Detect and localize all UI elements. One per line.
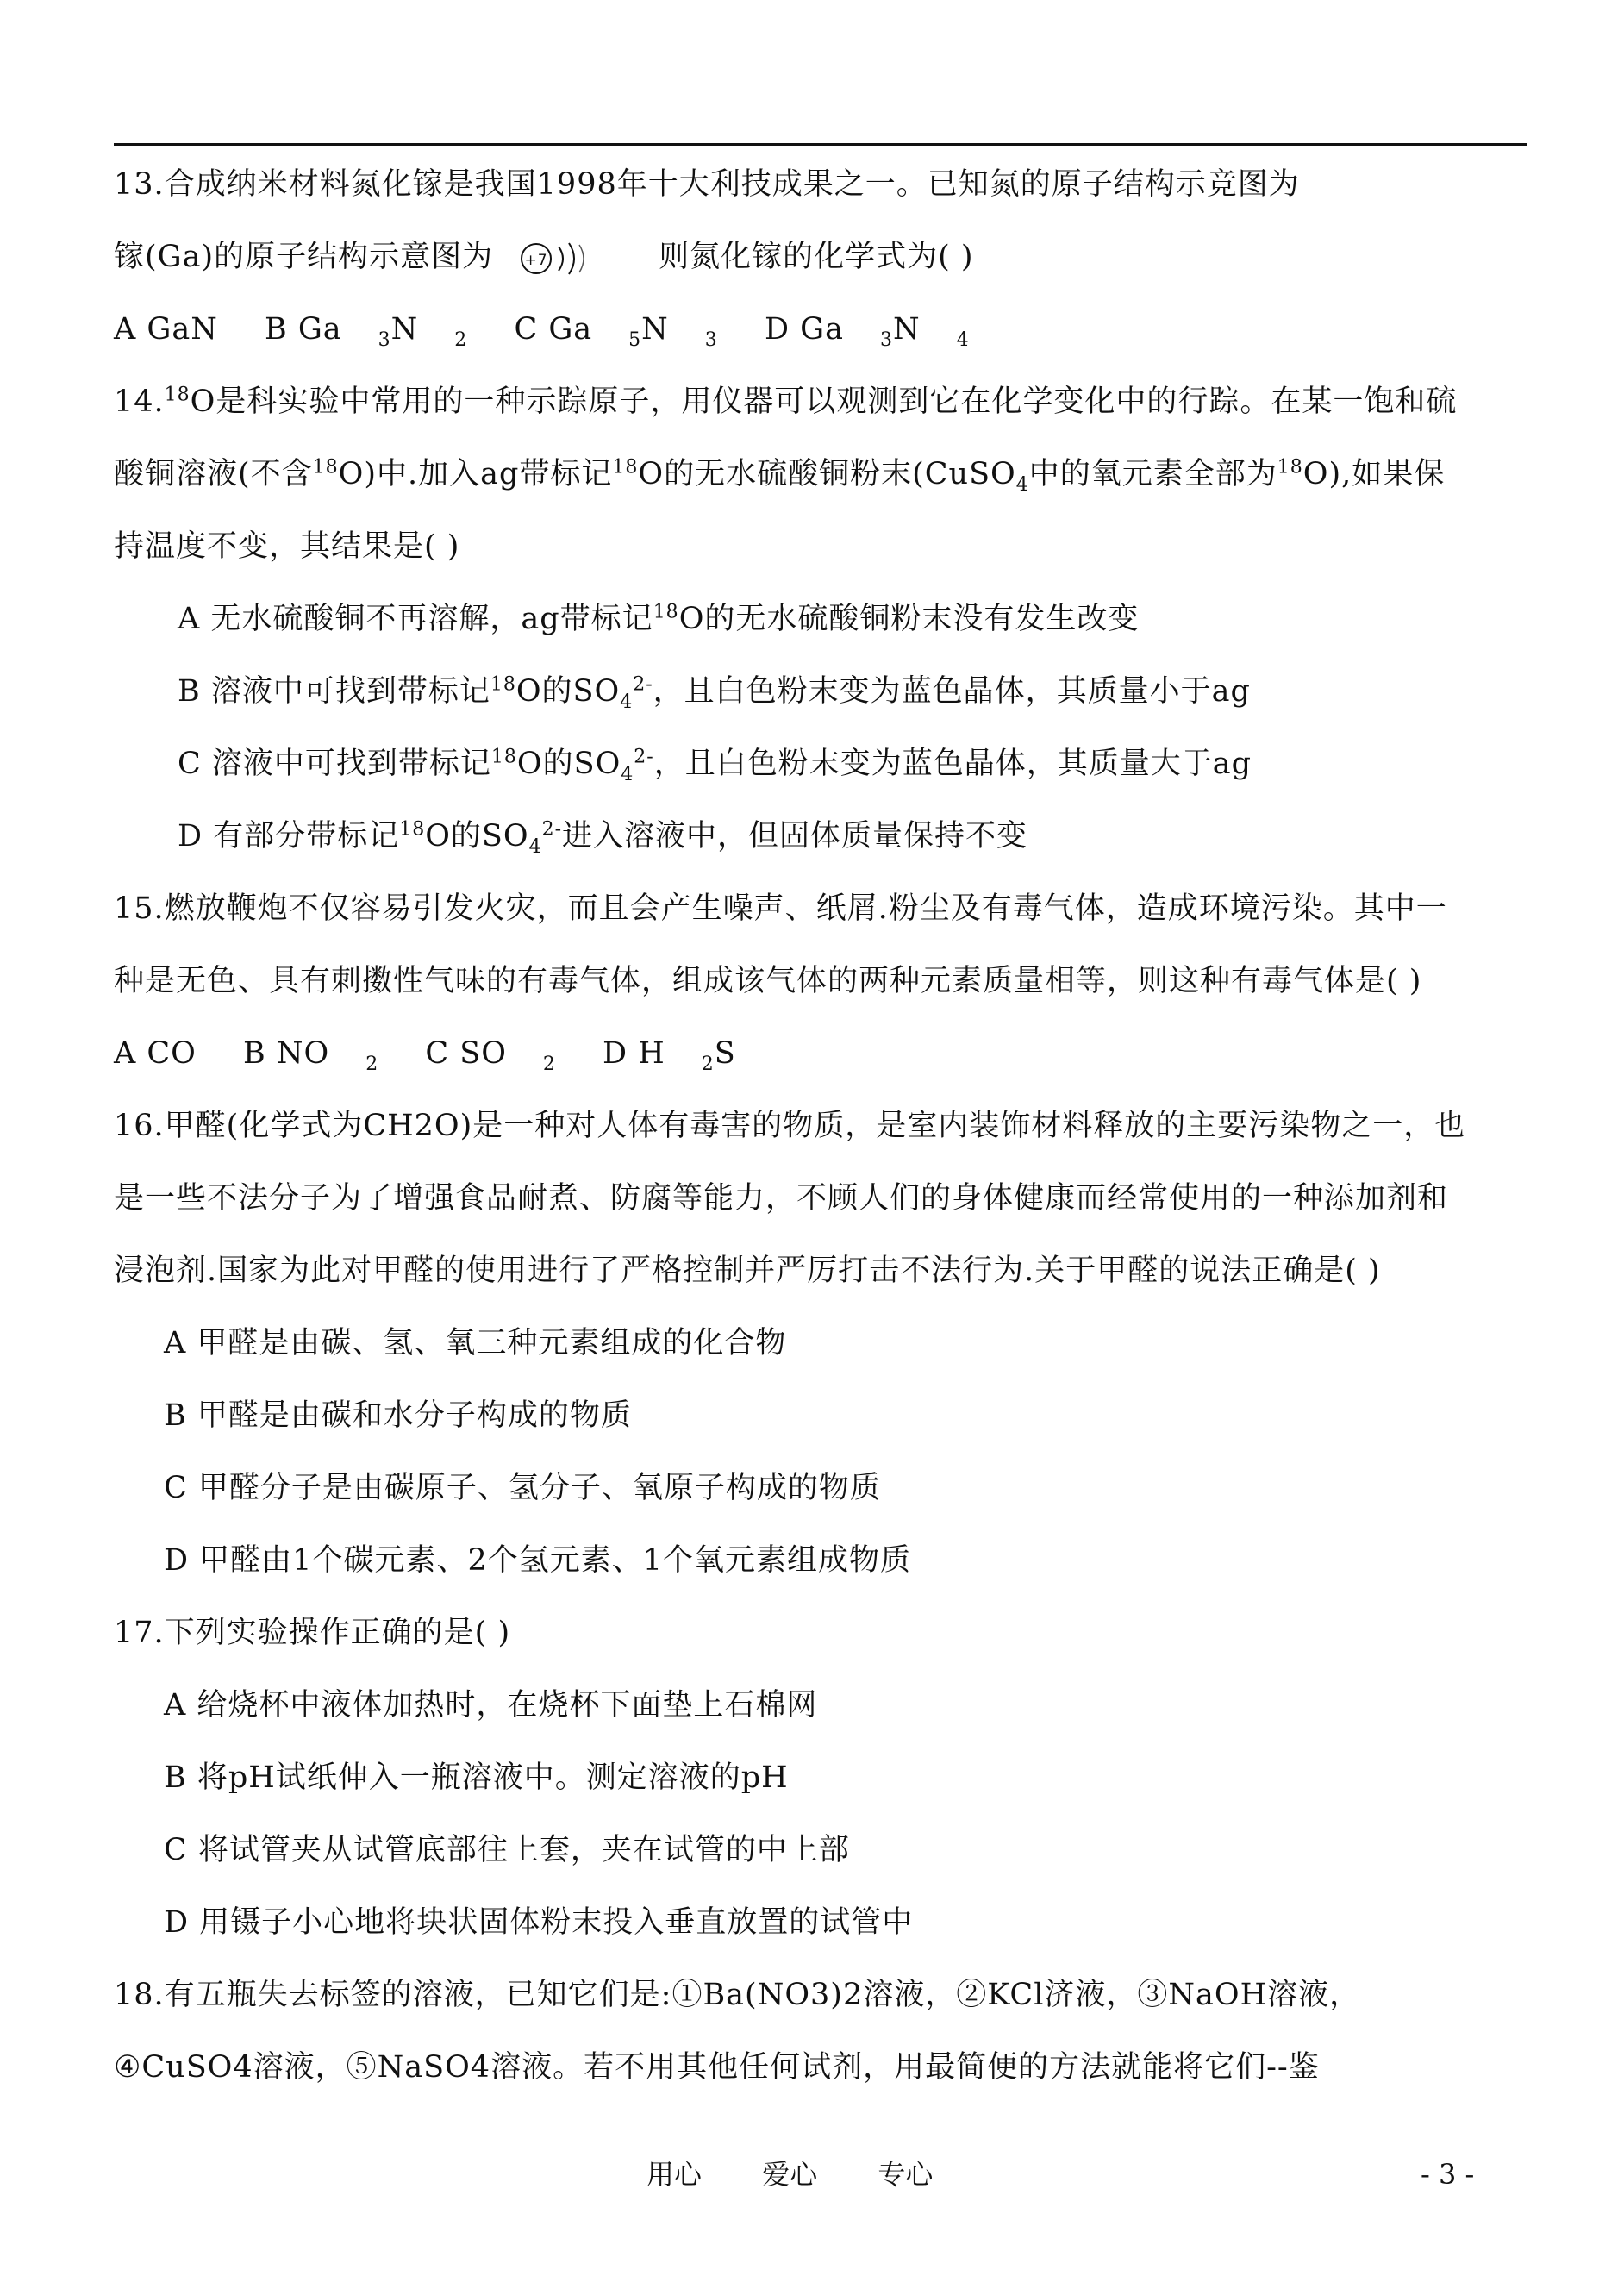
q16-option-b[interactable]: B 甲醛是由碳和水分子构成的物质 [164, 1398, 632, 1433]
q14-line3: 持温度不变，其结果是( ) [114, 529, 460, 564]
atom-nucleus-label: +7 [524, 251, 548, 269]
q15-option-a[interactable]: A CO [114, 1036, 197, 1071]
q14-option-b[interactable]: B 溶液中可找到带标记$^{18}$O的$SO_4^{2-}$，且白色粉末变为蓝色晶体，其质量小于ag [178, 673, 1251, 713]
q15-option-d[interactable]: D H $_2$S [603, 1036, 736, 1075]
q13-option-c[interactable]: C Ga $_5$N $_3$ [514, 312, 718, 351]
q16-line3: 浸泡剂.国家为此对甲醛的使用进行了严格控制并严厉打击不法行为.关于甲醛的说法正确是( ) [114, 1254, 1381, 1288]
q17-option-d[interactable]: D 用镊子小心地将块状固体粉末投入垂直放置的试管中 [164, 1905, 914, 1940]
q13-option-d[interactable]: D Ga $_3$N $_4$ [764, 312, 970, 351]
q17-option-c[interactable]: C 将试管夹从试管底部往上套，夹在试管的中上部 [164, 1833, 850, 1867]
header-rule [114, 143, 1527, 146]
gallium-atom-diagram-icon [510, 240, 614, 278]
q17-option-b[interactable]: B 将pH试纸伸入一瓶溶液中。测定溶液的pH [164, 1760, 789, 1795]
q18-line2: ④CuSO4溶液，⑤NaSO4溶液。若不用其他任何试剂，用最简便的方法就能将它们--鉴 [114, 2050, 1320, 2085]
q15-option-b[interactable]: B NO $_2$ [243, 1036, 379, 1075]
q13-line2: 镓(Ga)的原子结构示意图为 +7 则氮化镓的化学式为( ) [114, 238, 974, 278]
q13-options [114, 310, 1006, 351]
footer-motto [621, 2157, 959, 2192]
q18-line1: 18.有五瓶失去标签的溶液，已知它们是:①Ba(NO3)2溶液，②KCl济液，③NaOH溶液， [114, 1978, 1361, 2012]
page-number: - 3 - [1421, 2158, 1475, 2191]
q13-line1: 13.合成纳米材料氮化镓是我国1998年十大利技成果之一。已知氮的原子结构示竞图为 [114, 167, 1300, 202]
q14-line1: 14.18O是科实验中常用的一种示踪原子，用仪器可以观测到它在化学变化中的行踪。在某一饱和硫 [114, 384, 1458, 419]
q16-option-c[interactable]: C 甲醛分子是由碳原子、氢分子、氧原子构成的物质 [164, 1471, 881, 1505]
q13-option-b[interactable]: B Ga $_3$N $_2$ [265, 312, 468, 351]
q13-option-a[interactable]: A GaN [114, 312, 218, 347]
q17-option-a[interactable]: A 给烧杯中液体加热时，在烧杯下面垫上石棉网 [164, 1688, 818, 1723]
q15-line2: 种是无色、具有刺擞性气味的有毒气体，组成该气体的两种元素质量相等，则这种有毒气体是( ) [114, 964, 1422, 998]
q17-line1: 17.下列实验操作正确的是( ) [114, 1616, 511, 1650]
q15-option-c[interactable]: C SO $_2$ [425, 1036, 556, 1075]
q14-option-c[interactable]: C 溶液中可找到带标记$^{18}$O的$SO_4^{2-}$，且白色粉末变为蓝色晶体，其质量大于ag [178, 746, 1252, 785]
q14-line2: 酸铜溶液(不含$^{18}$O)中.加入ag带标记$^{18}$O的无水硫酸铜粉末(CuSO$_4$中的氧元素全部为$^{18}$O),如果保 [114, 456, 1446, 496]
q15-line1: 15.燃放鞭炮不仅容易引发火灾，而且会产生噪声、纸屑.粉尘及有毒气体，造成环境污染。其中一 [114, 891, 1447, 926]
q16-option-a[interactable]: A 甲醛是由碳、氢、氧三种元素组成的化合物 [164, 1326, 787, 1360]
q16-option-d[interactable]: D 甲醛由1个碳元素、2个氢元素、1个氧元素组成物质 [164, 1543, 911, 1578]
q15-options [114, 1035, 809, 1075]
q14-option-d[interactable]: D 有部分带标记$^{18}$O的$SO_4^{2-}$进入溶液中，但固体质量保持不变 [178, 818, 1028, 858]
footer-motto-1: 用心 [646, 2158, 703, 2191]
q16-line1: 16.甲醛(化学式为CH2O)是一种对人体有毒害的物质，是室内装饰材料释放的主要污染物之一，也 [114, 1109, 1466, 1143]
q16-line2: 是一些不法分子为了增强食品耐煮、防腐等能力，不顾人们的身体健康而经常使用的一种添加剂和 [114, 1181, 1449, 1216]
q14-option-a[interactable]: A 无水硫酸铜不再溶解，ag带标记$^{18}$O的无水硫酸铜粉末没有发生改变 [178, 601, 1140, 636]
footer-motto-2: 爱心 [762, 2158, 818, 2191]
footer-motto-3: 专心 [878, 2158, 934, 2191]
